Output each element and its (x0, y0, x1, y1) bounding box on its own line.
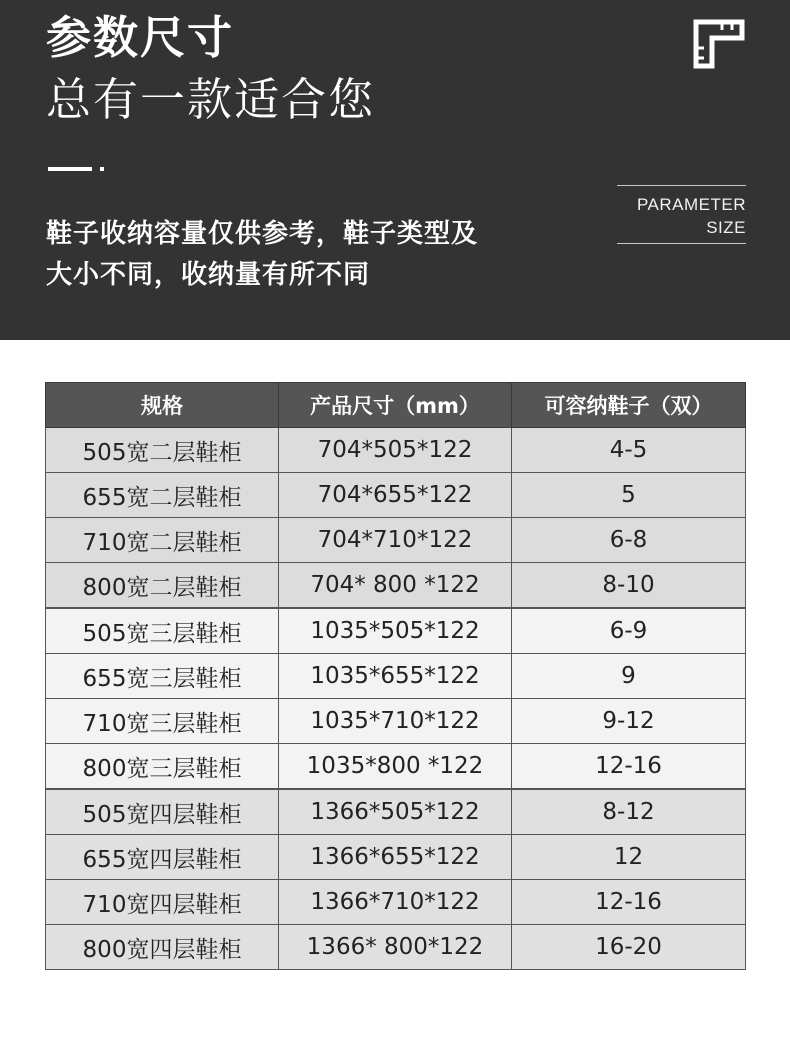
capacity-note-line-1: 鞋子收纳容量仅供参考，鞋子类型及 (46, 219, 479, 249)
spec-cell: 710宽四层鞋柜 (46, 880, 279, 925)
capacity-cell: 9 (512, 654, 746, 699)
table-header-row (46, 383, 746, 428)
capacity-cell: 12-16 (512, 744, 746, 790)
column-header-spec: 规格 (46, 383, 279, 428)
parameter-size-label (617, 185, 746, 244)
capacity-cell: 12 (512, 835, 746, 880)
size-cell: 1366*655*122 (279, 835, 512, 880)
size-cell: 1366* 800*122 (279, 925, 512, 970)
spec-table (45, 382, 746, 970)
table-row (46, 925, 746, 970)
capacity-cell: 9-12 (512, 699, 746, 744)
size-cell: 704*655*122 (279, 473, 512, 518)
parameter-text: PARAMETER (636, 195, 746, 214)
spec-cell: 710宽二层鞋柜 (46, 518, 279, 563)
capacity-cell: 16-20 (512, 925, 746, 970)
size-cell: 704*505*122 (279, 428, 512, 473)
spec-cell: 800宽二层鞋柜 (46, 563, 279, 609)
size-cell: 704*710*122 (279, 518, 512, 563)
column-header-size: 产品尺寸（mm） (279, 383, 512, 428)
size-text: SIZE (706, 218, 746, 237)
divider-dot (100, 167, 104, 171)
ruler-square-icon (692, 18, 746, 70)
spec-cell: 505宽三层鞋柜 (46, 608, 279, 654)
capacity-cell: 5 (512, 473, 746, 518)
spec-cell: 800宽三层鞋柜 (46, 744, 279, 790)
capacity-cell: 6-9 (512, 608, 746, 654)
spec-cell: 800宽四层鞋柜 (46, 925, 279, 970)
size-cell: 1366*505*122 (279, 789, 512, 835)
size-cell: 1035*505*122 (279, 608, 512, 654)
header-banner (0, 0, 790, 340)
size-cell: 1035*710*122 (279, 699, 512, 744)
table-row (46, 654, 746, 699)
table-row (46, 428, 746, 473)
size-cell: 1366*710*122 (279, 880, 512, 925)
table-row (46, 880, 746, 925)
page-subtitle: 总有一款适合您 (46, 73, 376, 126)
size-cell: 1035*800 *122 (279, 744, 512, 790)
capacity-note-line-2: 大小不同，收纳量有所不同 (46, 260, 371, 290)
size-cell: 704* 800 *122 (279, 563, 512, 609)
capacity-cell: 4-5 (512, 428, 746, 473)
capacity-note (46, 214, 478, 296)
table-row (46, 699, 746, 744)
divider-dash (48, 167, 92, 171)
table-row (46, 789, 746, 835)
spec-cell: 655宽二层鞋柜 (46, 473, 279, 518)
capacity-cell: 12-16 (512, 880, 746, 925)
table-row (46, 473, 746, 518)
spec-cell: 505宽二层鞋柜 (46, 428, 279, 473)
size-cell: 1035*655*122 (279, 654, 512, 699)
table-row (46, 744, 746, 790)
table-row (46, 835, 746, 880)
table-row (46, 518, 746, 563)
spec-cell: 655宽三层鞋柜 (46, 654, 279, 699)
capacity-cell: 8-12 (512, 789, 746, 835)
table-row (46, 608, 746, 654)
spec-cell: 655宽四层鞋柜 (46, 835, 279, 880)
spec-cell: 505宽四层鞋柜 (46, 789, 279, 835)
spec-cell: 710宽三层鞋柜 (46, 699, 279, 744)
capacity-cell: 8-10 (512, 563, 746, 609)
column-header-capacity: 可容纳鞋子（双） (512, 383, 746, 428)
table-row (46, 563, 746, 609)
page-title: 参数尺寸 (46, 11, 235, 64)
capacity-cell: 6-8 (512, 518, 746, 563)
